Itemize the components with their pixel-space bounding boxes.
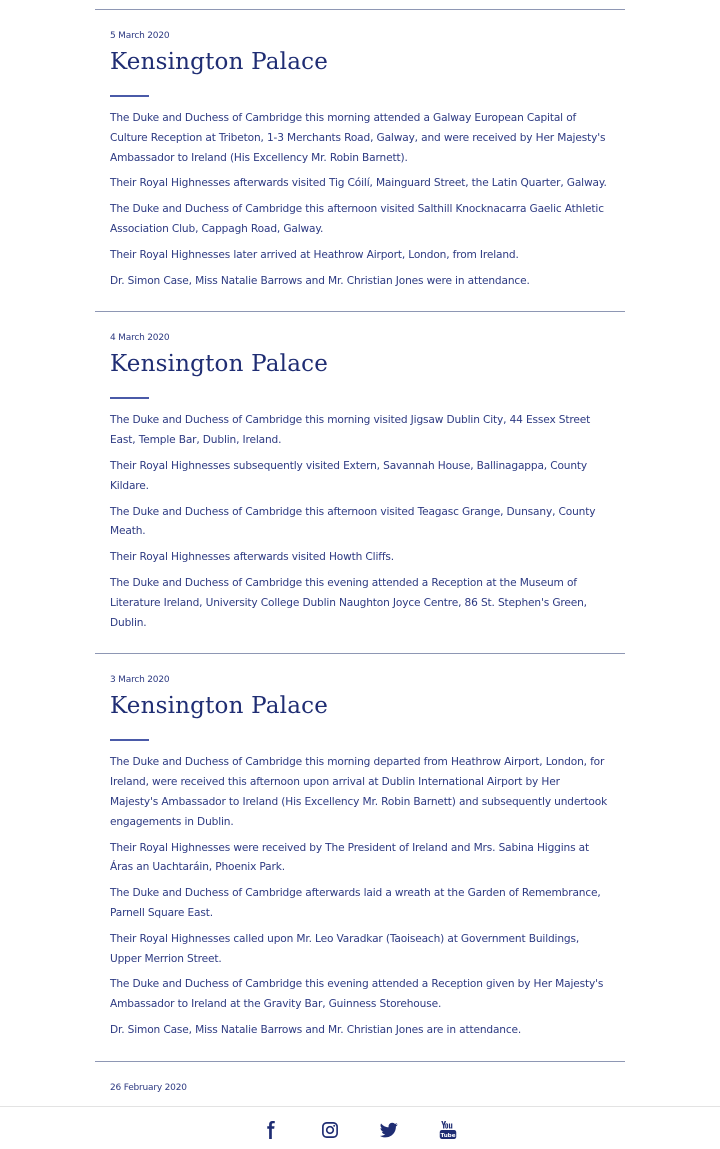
entry-paragraph: The Duke and Duchess of Cambridge this morning visited Jigsaw Dublin City, 44 Essex Street East, Temple Bar, Dublin, Ireland. [110, 414, 591, 447]
title-underline [110, 95, 149, 97]
entry [95, 312, 625, 633]
entry-paragraph: The Duke and Duchess of Cambridge this afternoon visited Salthill Knocknacarra Gaelic Athletic Association Club, Cappagh Road, Galway. [110, 203, 604, 235]
twitter-icon [380, 1121, 398, 1139]
entry-paragraph: The Duke and Duchess of Cambridge this morning attended a Galway European Capital of Culture Reception at Tribeton, 1-3 Merchants Road, Galway, and were received by Her Majesty's Ambassador to Ireland (His Excellency Mr. Robin Barnett). [110, 112, 606, 164]
entry-date: 26 February 2020 [110, 1082, 187, 1093]
entry-paragraph: Their Royal Highnesses afterwards visited Howth Cliffs. [110, 551, 394, 564]
youtube-icon [439, 1121, 457, 1139]
entry-paragraph: Their Royal Highnesses later arrived at Heathrow Airport, London, from Ireland. [110, 248, 519, 261]
entry-paragraph: Their Royal Highnesses subsequently visited Extern, Savannah House, Ballinagappa, County Kildare. [110, 459, 588, 492]
entry-date: 3 March 2020 [110, 675, 170, 686]
entry-paragraph: The Duke and Duchess of Cambridge this evening attended a Reception given by Her Majesty's Ambassador to Ireland at the Gravity Bar, Guinness Storehouse. [110, 978, 604, 1011]
entry-paragraph: The Duke and Duchess of Cambridge afterwards laid a wreath at the Garden of Remembrance, Parnell Square East. [110, 887, 601, 919]
entry [95, 1062, 625, 1094]
title-underline [110, 397, 149, 399]
entry [95, 10, 625, 291]
instagram-link[interactable] [321, 1121, 339, 1139]
court-circular-feed [95, 0, 625, 1094]
entry-title[interactable]: Kensington Palace [110, 693, 329, 720]
entry-title[interactable]: Kensington Palace [110, 49, 329, 75]
entry-paragraph: The Duke and Duchess of Cambridge this morning departed from Heathrow Airport, London, for Ireland, were received this afternoon upon arrival at Dublin International Airport by Her Majesty's Ambassador to Ireland (His Excellency Mr. Robin Barnett) and subsequently undertook engagements in Dublin. [110, 756, 608, 828]
youtube-link[interactable] [439, 1121, 457, 1139]
entry-paragraph: Their Royal Highnesses were received by The President of Ireland and Mrs. Sabina Higgins at Áras an Uachtaráin, Phoenix Park. [110, 841, 590, 874]
entry [95, 654, 625, 1040]
svg-text:Tube: Tube [440, 1132, 456, 1139]
title-underline [110, 739, 149, 741]
facebook-icon [262, 1121, 280, 1139]
instagram-icon [321, 1121, 339, 1139]
twitter-link[interactable] [380, 1121, 398, 1139]
entry-paragraph: The Duke and Duchess of Cambridge this evening attended a Reception at the Museum of Literature Ireland, University College Dublin Naughton Joyce Centre, 86 St. Stephen's Green, Dublin. [110, 576, 587, 629]
social-footer [0, 1106, 720, 1149]
entry-title[interactable]: Kensington Palace [110, 351, 329, 378]
entry-paragraph: Dr. Simon Case, Miss Natalie Barrows and Mr. Christian Jones were in attendance. [110, 274, 530, 287]
entry-date: 5 March 2020 [110, 31, 170, 41]
entry-paragraph: Dr. Simon Case, Miss Natalie Barrows and Mr. Christian Jones are in attendance. [110, 1023, 522, 1036]
entry-paragraph: Their Royal Highnesses called upon Mr. Leo Varadkar (Taoiseach) at Government Buildings, Upper Merrion Street. [110, 932, 580, 965]
entry-paragraph: The Duke and Duchess of Cambridge this afternoon visited Teagasc Grange, Dunsany, County Meath. [110, 505, 596, 538]
facebook-link[interactable] [262, 1121, 280, 1139]
entry-date: 4 March 2020 [110, 333, 170, 344]
entry-paragraph: Their Royal Highnesses afterwards visited Tig Cóilí, Mainguard Street, the Latin Quarter, Galway. [110, 177, 607, 190]
